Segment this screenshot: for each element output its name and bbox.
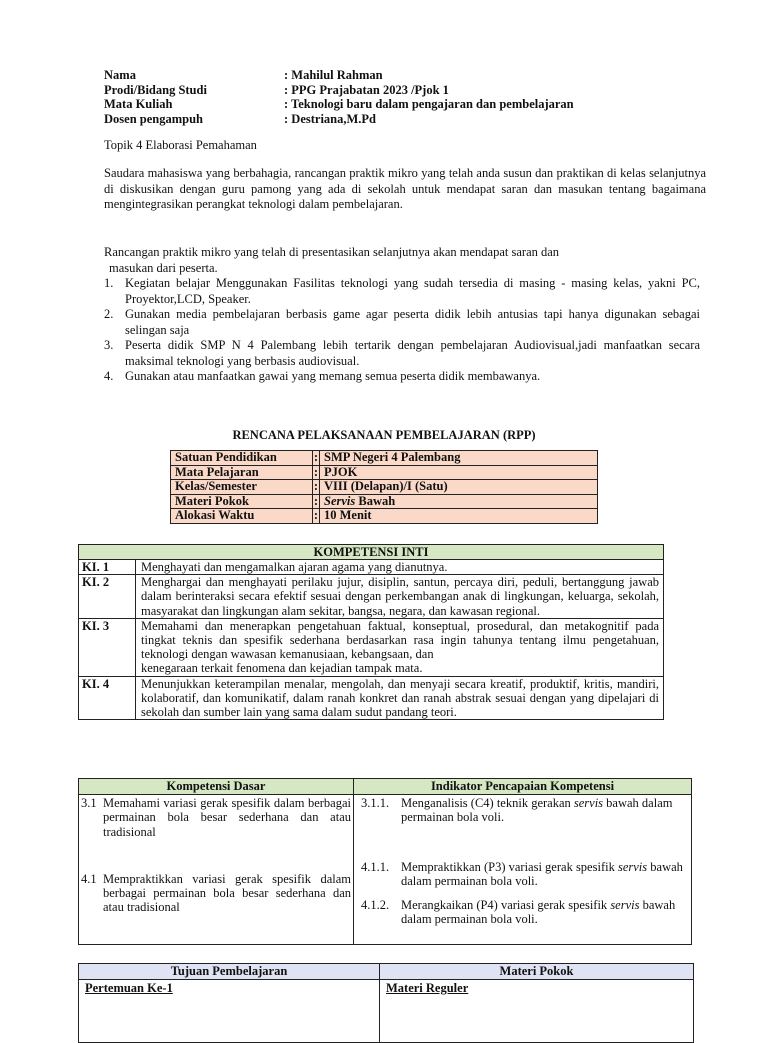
ki-code: KI. 2 [79, 575, 136, 619]
tp-meeting-label: Pertemuan Ke-1 [79, 980, 380, 1043]
info-separator: : [313, 493, 319, 508]
kd-header-left: Kompetensi Dasar [79, 779, 354, 795]
indicator-text-pre: Merangkaikan (P4) variasi gerak spesifik [401, 898, 611, 913]
indicator-text [401, 796, 689, 825]
indicator-text-post: bawah dalam permainan bola voli. [401, 859, 683, 888]
ki-header: KOMPETENSI INTI [79, 545, 664, 560]
list-item-number: 2. [104, 307, 114, 321]
ki-description [136, 618, 664, 676]
ki-description: Menghargai dan menghayati perilaku jujur, disiplin, santun, percaya diri, peduli, bertanggung jawab dalam berinteraksi secara efektif sesuai dengan perkembangan anak di lingkungan, keluarga, sekolah, masyarakat dan lingkungan alam sekitar, bangsa, negara, dan kawasan regional. [136, 575, 664, 619]
info-label: Mata Pelajaran [171, 465, 313, 480]
identity-row-mata-kuliah [104, 97, 724, 112]
kd-cell [79, 795, 354, 945]
rancangan-lead-line-1: Rancangan praktik mikro yang telah di presentasikan selanjutnya akan mendapat saran dan [104, 245, 560, 259]
rancangan-lead-line-2: masukan dari peserta. [109, 260, 218, 275]
kd-number: 4.1 [81, 871, 97, 886]
indicator-cell [354, 795, 692, 945]
identity-value: : PPG Prajabatan 2023 /Pjok 1 [284, 82, 449, 97]
kd-item [81, 872, 351, 915]
table-header-row [79, 545, 664, 560]
table-row [79, 560, 664, 575]
rancangan-list [104, 276, 700, 385]
tp-material-label: Materi Reguler [380, 980, 694, 1043]
kompetensi-dasar-table [78, 778, 692, 945]
table-row [171, 480, 598, 495]
list-item-number: 1. [104, 276, 114, 290]
table-row [79, 676, 664, 720]
identity-label: Dosen pengampuh [104, 111, 203, 126]
indicator-text [401, 860, 689, 889]
info-label: Satuan Pendidikan [171, 451, 313, 466]
identity-value: : Destriana,M.Pd [284, 111, 376, 126]
table-header-row [79, 964, 694, 980]
tp-header-right: Materi Pokok [380, 964, 694, 980]
identity-row-dosen [104, 112, 724, 127]
list-item-text: Gunakan media pembelajaran berbasis game agar peserta didik lebih antusias tapi hanya digunakan sebagai selingan saja [125, 307, 700, 337]
kompetensi-inti-table [78, 544, 664, 720]
ki-description: Menghayati dan mengamalkan ajaran agama yang dianutnya. [136, 560, 664, 575]
table-row [79, 980, 694, 1043]
table-row [171, 465, 598, 480]
list-item [104, 276, 700, 307]
info-label: Materi Pokok [171, 494, 313, 509]
ki-description: Menunjukkan keterampilan menalar, mengolah, dan menyaji secara kreatif, produktif, kritis, mandiri, kolaboratif, dan komunikatif, dalam ranah konkret dan ranah abstrak sesuai dengan yang dipelajari di sekolah dan sumber lain yang sama dalam sudut pandang teori. [136, 676, 664, 720]
indicator-text-pre: Menganalisis (C4) teknik gerakan [401, 796, 574, 810]
info-value: 10 Menit [320, 509, 598, 524]
indicator-text-italic: servis [610, 898, 640, 913]
identity-row-nama [104, 68, 724, 83]
identity-label: Prodi/Bidang Studi [104, 82, 207, 97]
list-item-text: Peserta didik SMP N 4 Palembang lebih tertarik dengan pembelajaran Audiovisual,jadi manfaatkan secara maksimal teknologi yang berbasis audiovisual. [125, 338, 700, 368]
list-item [104, 338, 700, 369]
intro-paragraph: Saudara mahasiswa yang berbahagia, rancangan praktik mikro yang telah anda susun dan praktikan di kelas selanjutnya di diskusikan dengan guru pamong yang ada di sekolah untuk mendapat saran dan masukan tentang bagaimana mengintegrasikan perangkat teknologi dalam pembelajaran. [104, 166, 706, 211]
indicator-number: 4.1.2. [361, 898, 390, 913]
list-item-number: 3. [104, 338, 114, 352]
list-item-text: Kegiatan belajar Menggunakan Fasilitas teknologi yang sudah tersedia di masing - masing kelas, yakni PC, Proyektor,LCD, Speaker. [125, 276, 700, 306]
identity-label: Mata Kuliah [104, 97, 173, 111]
table-row [171, 451, 598, 466]
list-item [104, 307, 700, 338]
ki-code: KI. 1 [79, 560, 136, 575]
info-value: PJOK [320, 465, 598, 480]
tp-header-left: Tujuan Pembelajaran [79, 964, 380, 980]
indicator-text-pre: Mempraktikkan (P3) variasi gerak spesifik [401, 859, 618, 874]
topic-heading: Topik 4 Elaborasi Pemahaman [104, 138, 257, 152]
identity-row-prodi [104, 83, 724, 98]
table-row [79, 575, 664, 619]
info-separator: : [313, 479, 319, 494]
table-row [171, 494, 598, 509]
rancangan-section [104, 245, 700, 385]
info-value: SMP Negeri 4 Palembang [320, 451, 598, 466]
list-item [104, 369, 700, 385]
info-value-rest: Bawah [355, 493, 396, 508]
info-value [320, 494, 598, 509]
indicator-text [401, 898, 689, 927]
table-row [79, 618, 664, 676]
kd-text: Mempraktikkan variasi gerak spesifik dalam berbagai permainan bola besar sederhana dan atau tradisional [103, 871, 351, 915]
table-row [171, 509, 598, 524]
kd-text: Memahami variasi gerak spesifik dalam berbagai permainan bola besar sederhana dan atau tradisional [103, 796, 351, 839]
ki-description-part-2: kenegaraan terkait fenomena dan kejadian tampak mata. [141, 661, 423, 676]
indicator-number: 3.1.1. [361, 796, 390, 810]
info-label: Kelas/Semester [171, 480, 313, 495]
kd-number: 3.1 [81, 796, 97, 810]
kd-item [81, 796, 351, 839]
identity-value: : Mahilul Rahman [284, 68, 383, 82]
indicator-item [356, 796, 689, 825]
identity-header [104, 68, 724, 126]
ki-description-part-1: Memahami dan menerapkan pengetahuan faktual, konseptual, prosedural, dan metakognitif pada tingkat teknis dan spesifik sederhana berdasarkan rasa ingin tahunya tentang ilmu pengetahuan, teknologi dengan wawasan kemanusiaan, kebangsaan, dan [141, 618, 659, 662]
list-item-number: 4. [104, 369, 114, 383]
indicator-text-italic: servis [573, 796, 604, 810]
table-row [79, 795, 692, 945]
info-separator: : [313, 450, 319, 465]
info-separator: : [313, 464, 319, 479]
kd-header-right: Indikator Pencapaian Kompetensi [354, 779, 692, 795]
rpp-title: RENCANA PELAKSANAAN PEMBELAJARAN (RPP) [232, 428, 536, 442]
indicator-text-post: bawah dalam permainan bola voli. [401, 796, 673, 825]
list-item-text: Gunakan atau manfaatkan gawai yang memang semua peserta didik membawanya. [125, 369, 541, 383]
tujuan-pembelajaran-table [78, 963, 694, 1043]
info-label: Alokasi Waktu [171, 509, 313, 524]
info-value: VIII (Delapan)/I (Satu) [320, 480, 598, 495]
info-separator: : [313, 508, 319, 523]
ki-code: KI. 4 [79, 676, 136, 720]
rancangan-lead [104, 245, 700, 276]
indicator-text-italic: servis [617, 859, 648, 874]
indicator-item [356, 860, 689, 889]
indicator-text-post: bawah dalam permainan bola voli. [401, 898, 676, 927]
rpp-info-table [170, 450, 598, 524]
identity-label: Nama [104, 68, 136, 82]
identity-value: : Teknologi baru dalam pengajaran dan pembelajaran [284, 97, 574, 111]
table-header-row [79, 779, 692, 795]
ki-code: KI. 3 [79, 618, 136, 676]
info-value-italic: Servis [324, 493, 356, 508]
indicator-number: 4.1.1. [361, 859, 390, 874]
indicator-item [356, 898, 689, 927]
